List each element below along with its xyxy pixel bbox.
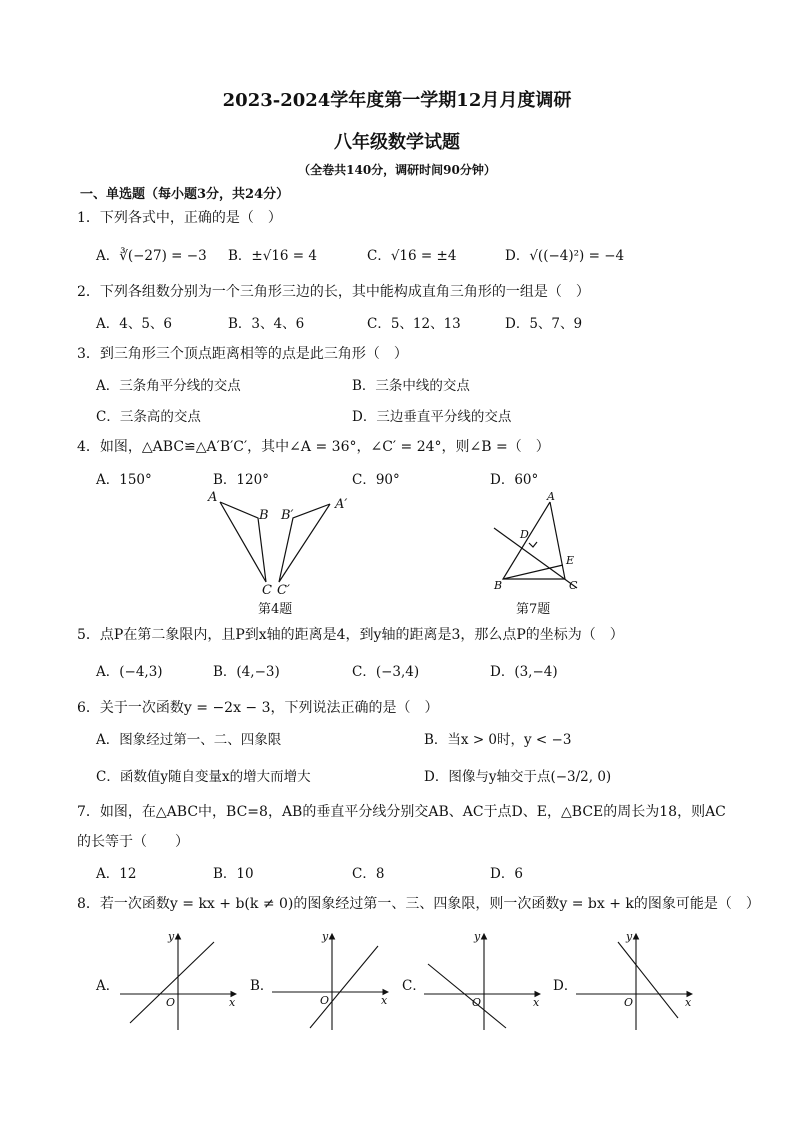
question-8-stem: 8．若一次函数y = kx + b(k ≠ 0)的图象经过第一、三、四象限，则一次函数y = bx + k的图象可能是（ ） <box>77 896 760 912</box>
q8-graph-a <box>118 928 243 1033</box>
question-2-stem: 2．下列各组数分别为一个三角形三边的长，其中能构成直角三角形的一组是（ ） <box>77 284 590 300</box>
figure-7-caption: 第7题 <box>516 602 551 617</box>
q8-option-b-label: B． <box>250 978 274 994</box>
q3-option-b: B．三条中线的交点 <box>352 378 470 394</box>
fig4-label-C-prime: C′ <box>277 583 290 598</box>
question-5-stem: 5．点P在第二象限内，且P到x轴的距离是4，到y轴的距离是3，那么点P的坐标为（ ） <box>77 627 624 643</box>
question-6-stem: 6．关于一次函数y = −2x − 3，下列说法正确的是（ ） <box>77 700 439 716</box>
q8-graph-c <box>422 928 547 1033</box>
q7-option-b: B．10 <box>213 866 254 882</box>
fig4-label-C: C <box>262 583 272 598</box>
fig7-label-C: C <box>569 579 578 592</box>
q2-option-d: D．5、7、9 <box>505 316 583 332</box>
q3-option-c: C．三条高的交点 <box>96 409 201 425</box>
q8-d-origin-label: O <box>624 996 634 1009</box>
question-1-stem: 1．下列各式中，正确的是（ ） <box>77 210 282 226</box>
exam-title: 2023-2024学年度第一学期12月月度调研 <box>222 90 572 111</box>
q8-a-origin-label: O <box>166 996 176 1009</box>
section-heading: 一、单选题（每小题3分，共24分） <box>80 187 290 202</box>
q1-option-d: D．√((−4)²) = −4 <box>505 248 625 264</box>
fig4-label-A-prime: A′ <box>335 497 348 512</box>
q8-c-origin-label: O <box>472 996 482 1009</box>
q7-option-a: A．12 <box>96 866 137 882</box>
q5-option-c: C．(−3,4) <box>352 664 420 680</box>
q4-option-a: A．150° <box>96 472 152 488</box>
q6-option-a: A．图象经过第一、二、四象限 <box>96 732 282 748</box>
question-3-stem: 3．到三角形三个顶点距离相等的点是此三角形（ ） <box>77 346 408 362</box>
q8-b-y-label: y <box>322 930 329 943</box>
fig4-label-A: A <box>208 490 218 505</box>
q5-option-a: A．(−4,3) <box>96 664 163 680</box>
q4-option-d: D．60° <box>490 472 539 488</box>
q4-option-b: B．120° <box>213 472 269 488</box>
q8-a-x-label: x <box>229 996 236 1009</box>
fig7-label-A: A <box>547 490 555 503</box>
figure-7-diagram <box>486 490 596 594</box>
q8-option-d-label: D． <box>553 978 578 994</box>
q8-option-a-label: A． <box>96 978 120 994</box>
fig4-label-B-prime: B′ <box>281 508 294 523</box>
figure-4-diagram <box>200 488 360 600</box>
fig7-label-B: B <box>494 579 503 592</box>
q8-option-c-label: C． <box>402 978 426 994</box>
q8-graph-d <box>574 928 699 1033</box>
q3-option-d: D．三边垂直平分线的交点 <box>352 409 512 425</box>
q8-b-x-label: x <box>381 994 388 1007</box>
question-7-stem-line1: 7．如图，在△ABC中，BC=8，AB的垂直平分线分别交AB、AC于点D、E，△BCE的周长为18，则AC <box>77 804 726 820</box>
q8-graph-b <box>270 928 395 1033</box>
fig7-label-D: D <box>520 528 529 541</box>
q5-option-b: B．(4,−3) <box>213 664 280 680</box>
figure-4-caption: 第4题 <box>258 602 293 617</box>
exam-subtitle: 八年级数学试题 <box>334 132 460 153</box>
q8-c-x-label: x <box>533 996 540 1009</box>
q7-option-c: C．8 <box>352 866 385 882</box>
q4-option-c: C．90° <box>352 472 400 488</box>
q8-d-x-label: x <box>685 996 692 1009</box>
q8-c-y-label: y <box>474 930 481 943</box>
q2-option-a: A．4、5、6 <box>96 316 173 332</box>
q6-option-b: B．当x > 0时，y < −3 <box>424 732 572 748</box>
q8-a-y-label: y <box>168 930 175 943</box>
q5-option-d: D．(3,−4) <box>490 664 558 680</box>
q2-option-b: B．3、4、6 <box>228 316 305 332</box>
q7-option-d: D．6 <box>490 866 523 882</box>
q2-option-c: C．5、12、13 <box>367 316 461 332</box>
exam-note: （全卷共140分，调研时间90分钟） <box>298 163 496 177</box>
q6-option-c: C．函数值y随自变量x的增大而增大 <box>96 769 311 785</box>
q3-option-a: A．三条角平分线的交点 <box>96 378 241 394</box>
fig7-label-E: E <box>566 554 575 567</box>
q1-option-b: B．±√16 = 4 <box>228 248 317 264</box>
q8-d-y-label: y <box>626 930 633 943</box>
question-7-stem-line2: 的长等于（ ） <box>77 834 189 850</box>
q8-b-origin-label: O <box>320 994 330 1007</box>
q6-option-d: D．图像与y轴交于点(−3/2, 0) <box>424 769 612 785</box>
q1-option-a: A．∛(−27) = −3 <box>96 248 207 264</box>
fig4-label-B: B <box>259 508 269 523</box>
q1-option-c: C．√16 = ±4 <box>367 248 457 264</box>
question-4-stem: 4．如图，△ABC≌△A′B′C′，其中∠A = 36°，∠C′ = 24°，则∠B =（ ） <box>77 439 550 455</box>
